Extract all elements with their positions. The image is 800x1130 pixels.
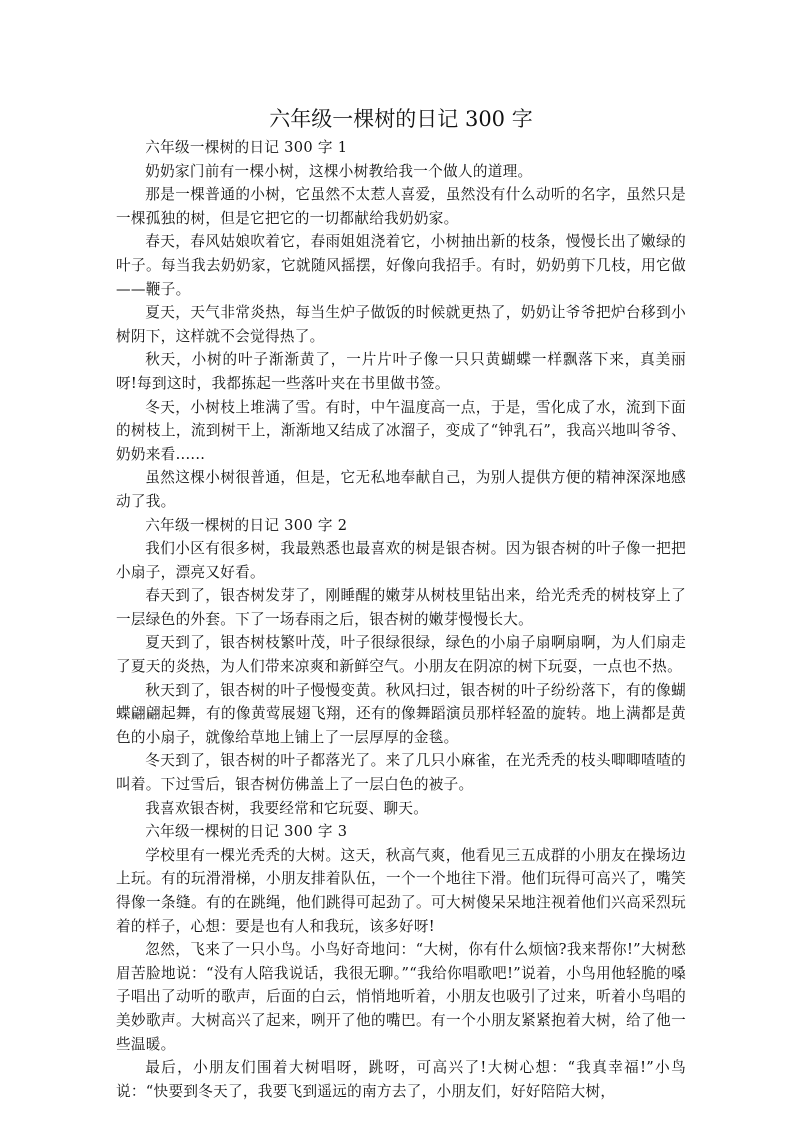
- paragraph: 秋天到了，银杏树的叶子慢慢变黄。秋风扫过，银杏树的叶子纷纷落下，有的像蝴蝶翩翩起舞，有的像黄莺展翅飞翔，还有的像舞蹈演员那样轻盈的旋转。地上满都是黄色的小扇子，就像给草地上铺上了一层厚厚的金毯。: [116, 681, 686, 746]
- paragraph: 最后，小朋友们围着大树唱呀，跳呀，可高兴了!大树心想：“我真幸福!”小鸟说：“快要到冬天了，我要飞到遥远的南方去了，小朋友们，好好陪陪大树，: [116, 1059, 686, 1100]
- document-body: [116, 136, 686, 1103]
- section-heading-3: 六年级一棵树的日记 300 字 3: [145, 823, 348, 841]
- paragraph: 冬天，小树枝上堆满了雪。有时，中午温度高一点，于是，雪化成了水，流到下面的树枝上，流到树干上，渐渐地又结成了冰溜子，变成了“钟乳石”，我高兴地叫爷爷、奶奶来看......: [116, 398, 686, 463]
- paragraph: 夏天到了，银杏树枝繁叶茂，叶子很绿很绿，绿色的小扇子扇啊扇啊，为人们扇走了夏天的炎热，为人们带来凉爽和新鲜空气。小朋友在阴凉的树下玩耍，一点也不热。: [116, 634, 686, 676]
- paragraph: 我喜欢银杏树，我要经常和它玩耍、聊天。: [145, 799, 429, 817]
- section-heading-1: 六年级一棵树的日记 300 字 1: [145, 139, 348, 156]
- paragraph: 秋天，小树的叶子渐渐黄了，一片片叶子像一只只黄蝴蝶一样飘落下来，真美丽呀!每到这时，我都拣起一些落叶夹在书里做书签。: [116, 351, 686, 392]
- paragraph: 我们小区有很多树，我最熟悉也最喜欢的树是银杏树。因为银杏树的叶子像一把把小扇子，漂亮又好看。: [116, 540, 686, 581]
- paragraph: 奶奶家门前有一棵小树，这棵小树教给我一个做人的道理。: [145, 162, 533, 180]
- paragraph: 夏天，天气非常炎热，每当生炉子做饭的时候就更热了，奶奶让爷爷把炉台移到小树阴下，这样就不会觉得热了。: [116, 304, 686, 345]
- paragraph: 冬天到了，银杏树的叶子都落光了。来了几只小麻雀，在光秃秃的枝头唧唧喳喳的叫着。下过雪后，银杏树仿佛盖上了一层白色的被子。: [116, 752, 686, 794]
- paragraph: 春天，春风姑娘吹着它，春雨姐姐浇着它，小树抽出新的枝条，慢慢长出了嫩绿的叶子。每当我去奶奶家，它就随风摇摆，好像向我招手。有时，奶奶剪下几枝，用它做——鞭子。: [116, 233, 686, 298]
- paragraph: 春天到了，银杏树发芽了，刚睡醒的嫩芽从树枝里钻出来，给光秃秃的树枝穿上了一层绿色的外套。下了一场春雨之后，银杏树的嫩芽慢慢长大。: [116, 587, 686, 628]
- paragraph: 忽然，飞来了一只小鸟。小鸟好奇地问：“大树，你有什么烦恼?我来帮你!”大树愁眉苦脸地说：“没有人陪我说话，我很无聊。”“我给你唱歌吧!”说着，小鸟用他轻脆的嗓子唱出了动听的歌声，后面的白云，悄悄地听着，小朋友也吸引了过来，听着小鸟唱的美妙歌声。大树高兴了起来，咧开了他的嘴巴。有一个小朋友紧紧抱着大树，给了他一些温暖。: [116, 941, 686, 1053]
- section-heading-2: 六年级一棵树的日记 300 字 2: [145, 516, 348, 534]
- paragraph: 学校里有一棵光秃秃的大树。这天，秋高气爽，他看见三五成群的小朋友在操场边上玩。有的玩滑滑梯，小朋友排着队伍，一个一个地往下滑。他们玩得可高兴了，嘴笑得像一条缝。有的在跳绳，他们跳得可起劲了。可大树傻呆呆地注视着他们兴高采烈玩着的样子，心想：要是也有人和我玩，该多好呀!: [116, 846, 686, 935]
- paragraph: 那是一棵普通的小树，它虽然不太惹人喜爱，虽然没有什么动听的名字，虽然只是一棵孤独的树，但是它把它的一切都献给我奶奶家。: [116, 186, 686, 227]
- paragraph: 虽然这棵小树很普通，但是，它无私地奉献自己，为别人提供方便的精神深深地感动了我。: [116, 469, 686, 510]
- document-title: 六年级一棵树的日记 300 字: [269, 107, 533, 131]
- document-page: [116, 104, 686, 1103]
